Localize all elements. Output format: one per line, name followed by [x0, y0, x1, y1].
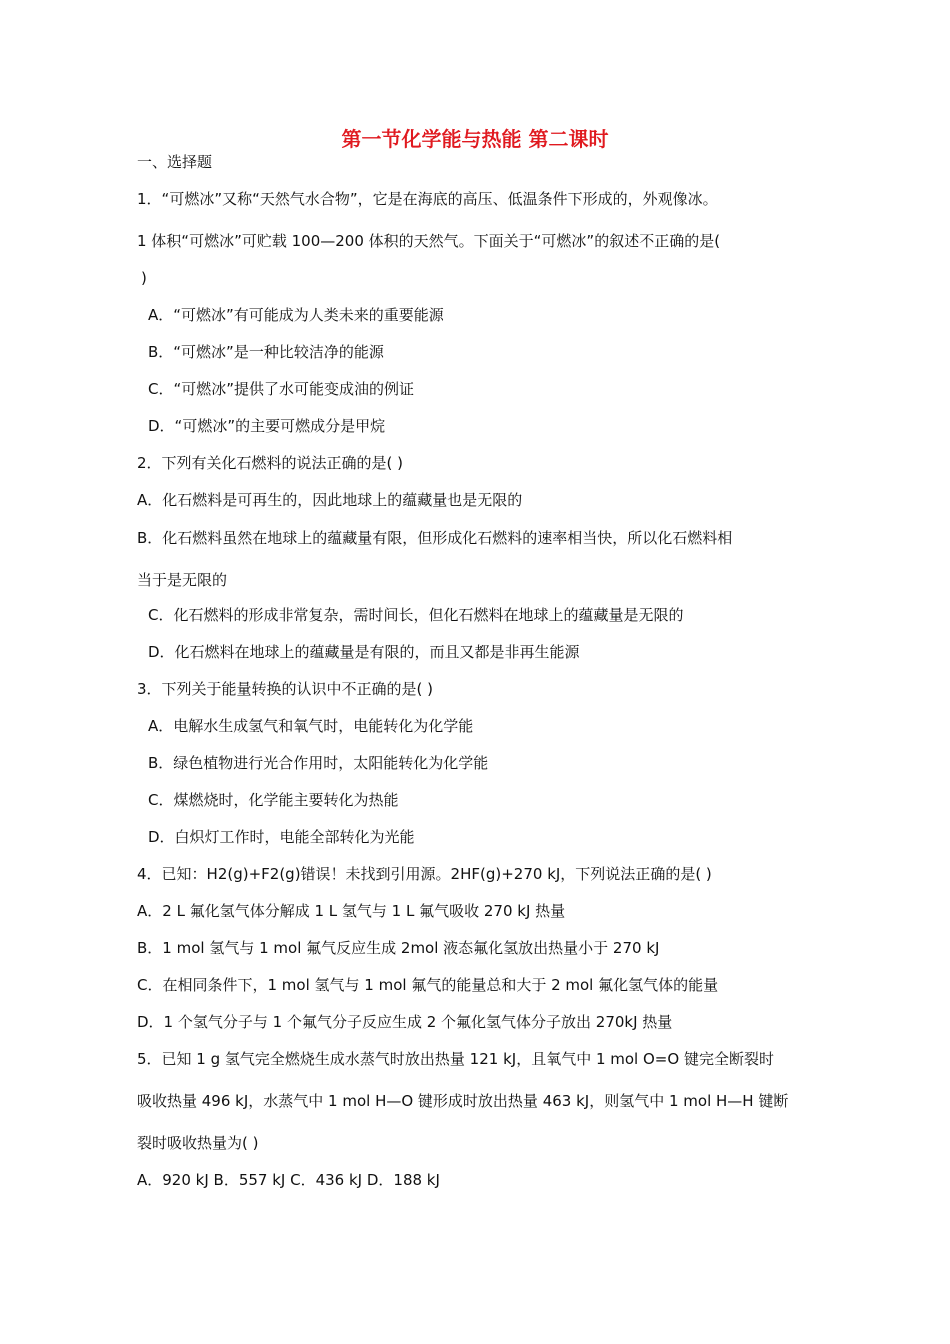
q2-option-b-line-2: 当于是无限的	[137, 571, 228, 589]
q1-option-d: D．“可燃冰”的主要可燃成分是甲烷	[148, 417, 386, 435]
q5-options: A．920 kJ B．557 kJ C．436 kJ D．188 kJ	[137, 1171, 440, 1189]
q2-option-c: C．化石燃料的形成非常复杂，需时间长，但化石燃料在地球上的蕴藏量是无限的	[148, 606, 684, 624]
q4-option-b: B．1 mol 氢气与 1 mol 氟气反应生成 2mol 液态氟化氢放出热量小于 270 kJ	[137, 939, 660, 957]
q3-stem: 3．下列关于能量转换的认识中不正确的是( )	[137, 680, 434, 698]
q5-stem-line-2: 吸收热量 496 kJ，水蒸气中 1 mol H—O 键形成时放出热量 463 kJ，则氢气中 1 mol H—H 键断	[137, 1092, 789, 1110]
q1-stem-line-2: 1 体积“可燃冰”可贮载 100—200 体积的天然气。下面关于“可燃冰”的叙述不正确的是(	[137, 232, 721, 250]
q4-option-a: A．2 L 氟化氢气体分解成 1 L 氢气与 1 L 氟气吸收 270 kJ 热量	[137, 902, 566, 920]
q1-option-b: B．“可燃冰”是一种比较洁净的能源	[148, 343, 384, 361]
q3-option-c: C．煤燃烧时，化学能主要转化为热能	[148, 791, 399, 809]
page-title: 第一节化学能与热能 第二课时	[341, 127, 609, 151]
q1-stem-line-3: )	[141, 269, 147, 287]
q4-stem: 4．已知：H2(g)+F2(g)错误！未找到引用源。2HF(g)+270 kJ，下列说法正确的是( )	[137, 865, 712, 883]
q2-option-a: A．化石燃料是可再生的，因此地球上的蕴藏量也是无限的	[137, 491, 523, 509]
q1-option-c: C．“可燃冰”提供了水可能变成油的例证	[148, 380, 415, 398]
q2-option-d: D．化石燃料在地球上的蕴藏量是有限的，而且又都是非再生能源	[148, 643, 580, 661]
q5-stem-line-3: 裂时吸收热量为( )	[137, 1134, 259, 1152]
q2-option-b-line-1: B．化石燃料虽然在地球上的蕴藏量有限，但形成化石燃料的速率相当快，所以化石燃料相	[137, 529, 733, 547]
q2-stem: 2．下列有关化石燃料的说法正确的是( )	[137, 454, 404, 472]
q4-option-c: C．在相同条件下，1 mol 氢气与 1 mol 氟气的能量总和大于 2 mol 氟化氢气体的能量	[137, 976, 719, 994]
q3-option-a: A．电解水生成氢气和氧气时，电能转化为化学能	[148, 717, 474, 735]
q1-stem-line-1: 1．“可燃冰”又称“天然气水合物”，它是在海底的高压、低温条件下形成的，外观像冰。	[137, 190, 718, 208]
q3-option-d: D．白炽灯工作时，电能全部转化为光能	[148, 828, 415, 846]
section-heading: 一、选择题	[137, 153, 213, 171]
q5-stem-line-1: 5．已知 1 g 氢气完全燃烧生成水蒸气时放出热量 121 kJ，且氧气中 1 mol O=O 键完全断裂时	[137, 1050, 774, 1068]
q4-option-d: D．1 个氢气分子与 1 个氟气分子反应生成 2 个氟化氢气体分子放出 270kJ 热量	[137, 1013, 673, 1031]
q1-option-a: A．“可燃冰”有可能成为人类未来的重要能源	[148, 306, 444, 324]
q3-option-b: B．绿色植物进行光合作用时，太阳能转化为化学能	[148, 754, 489, 772]
